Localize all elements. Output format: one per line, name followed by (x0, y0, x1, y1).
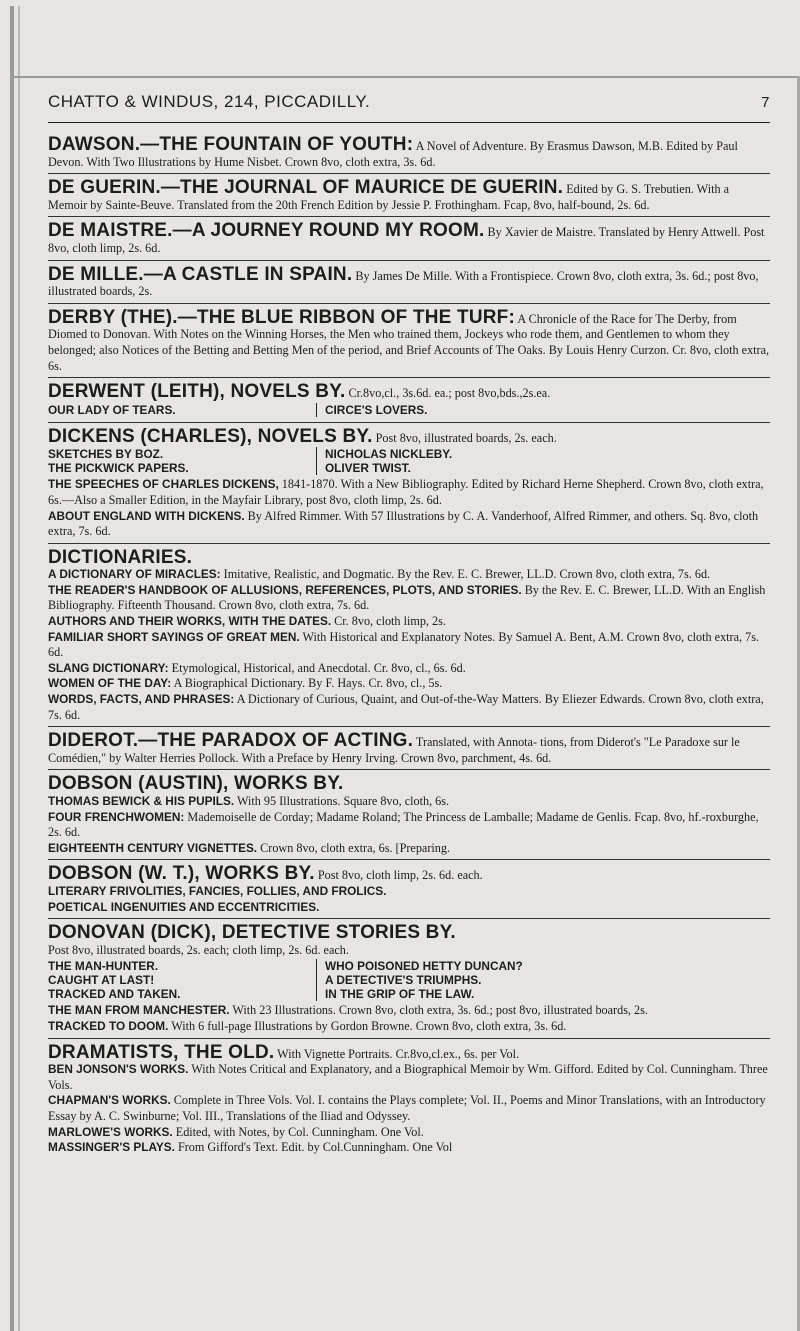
catalogue-entry (48, 177, 770, 217)
sub-entry-title: WOMEN OF THE DAY: (48, 676, 172, 691)
entry-headword: DICTIONARIES. (48, 546, 193, 568)
entry-paragraph (48, 922, 770, 944)
book-title: OUR LADY OF TEARS. (48, 402, 176, 417)
sub-entry-description: Cr. 8vo, cloth limp, 2s. (331, 614, 446, 629)
sub-entry (48, 1140, 770, 1156)
sub-entry (48, 841, 770, 857)
catalogue-entry (48, 730, 770, 770)
sub-entry (48, 614, 770, 630)
sub-entry-title: SLANG DICTIONARY: (48, 660, 169, 675)
catalogue-entry (48, 425, 770, 544)
entry-paragraph (48, 263, 770, 300)
entry-lead-text: Post 8vo, cloth limp, 2s. 6d. each. (314, 868, 483, 883)
book-title: CIRCE'S LOVERS. (325, 402, 428, 417)
sub-entry-title: FAMILIAR SHORT SAYINGS OF GREAT MEN. (48, 629, 300, 644)
entry-paragraph (48, 381, 770, 403)
sub-entry-description: With 23 Illustrations. Crown 8vo, cloth extra, 3s. 6d.; post 8vo, illustrated boards, 2s. (229, 1003, 648, 1018)
entry-lead-text: Post 8vo, illustrated boards, 2s. each. (372, 430, 557, 445)
book-title: CAUGHT AT LAST! (48, 973, 155, 988)
entry-paragraph (48, 220, 770, 256)
entry-paragraph (48, 1041, 770, 1063)
sub-entry-description: 1841-1870. With a New Bibliography. Edited by Richard Herne Shepherd. Crown 8vo, cloth extra, 6s.—Also a Smaller Edition, in the Mayfair Library, post 8vo, cloth limp, 2s. 6d. (48, 477, 764, 507)
sub-entry-title: ABOUT ENGLAND WITH DICKENS. (48, 508, 245, 523)
sub-entry-description: Etymological, Historical, and Anecdotal. Cr. 8vo, cl., 6s. 6d. (168, 660, 466, 675)
entry-lead-text: Edited (563, 182, 599, 197)
sub-entry-title: AUTHORS AND THEIR WORKS, WITH THE DATES. (48, 614, 332, 629)
running-head (48, 92, 770, 123)
title-column-right (317, 403, 427, 417)
sub-entry-description: With Notes Critical and Explanatory, and a Biographical Memoir by Wm. Gifford. Edited by Col. Cunningham. Three Vols. (48, 1062, 768, 1092)
sub-entry (48, 477, 770, 508)
entry-lead-text: A Novel of Adventure. (413, 139, 527, 153)
sub-entry-title: MASSINGER'S PLAYS. (48, 1140, 175, 1155)
title-column-right (317, 447, 452, 475)
catalogue-entry (48, 546, 770, 728)
entry-paragraph (48, 306, 770, 374)
entry-headword: DOBSON (AUSTIN), WORKS BY. (48, 773, 344, 795)
title-columns (48, 959, 770, 1001)
book-title: A DETECTIVE'S TRIUMPHS. (325, 973, 482, 988)
catalogue-entries (48, 134, 770, 1159)
entry-lead-text: By Xavier de (484, 225, 553, 240)
catalogue-entry (48, 381, 770, 423)
entry-headword: DERBY (THE).—THE BLUE RIBBON OF THE TURF: (48, 306, 516, 328)
sub-entry-description: With Historical and Explanatory Notes. By Samuel A. Bent, A.M. Crown 8vo, cloth extra, 7s. 6d. (48, 629, 759, 660)
book-title: NICHOLAS NICKLEBY. (325, 447, 453, 462)
book-title: SKETCHES BY BOZ. (48, 447, 164, 462)
entry-paragraph (48, 546, 770, 568)
sub-entry-description: A Dictionary of Curious, Quaint, and Out-of-the-Way Matters. By Eliezer Edwards. Crown 8vo, cloth extra, 7s. 6d. (48, 692, 764, 722)
catalogue-entry (48, 773, 770, 860)
entry-lead-text: Cr.8vo,cl., 3s.6d. ea.; post 8vo,bds.,2s.ea. (345, 386, 551, 401)
catalogue-page (48, 92, 770, 1165)
catalogue-entry (48, 263, 770, 304)
title-column-left (48, 959, 317, 1001)
sub-entry (48, 884, 770, 900)
entry-paragraph (48, 863, 770, 885)
entry-lead-text: A Chronicle (515, 311, 577, 326)
entry-headword: DERWENT (LEITH), NOVELS BY. (48, 381, 346, 403)
entry-description: Frontispiece. Crown 8vo, cloth extra, 3s. 6d.; post 8vo, illustrated boards, 2s. (48, 268, 759, 299)
sub-entry-title: WORDS, FACTS, AND PHRASES: (48, 692, 235, 707)
sub-entry (48, 1125, 770, 1141)
entry-paragraph (48, 177, 770, 213)
title-column-left (48, 403, 317, 417)
catalogue-entry (48, 306, 770, 378)
entry-paragraph (48, 134, 770, 170)
sub-entry-title: MARLOWE'S WORKS. (48, 1124, 173, 1139)
entry-headword: DAWSON.—THE FOUNTAIN OF YOUTH: (48, 134, 414, 155)
sub-entry-title: A DICTIONARY OF MIRACLES: (48, 567, 221, 582)
sub-entry (48, 692, 770, 723)
entry-headword: DICKENS (CHARLES), NOVELS BY. (48, 425, 373, 447)
entry-headword: DRAMATISTS, THE OLD. (48, 1041, 275, 1063)
title-columns (48, 403, 770, 417)
entry-description: By Erasmus Dawson, M.B. Edited by Paul Devon. With Two Illustrations by Hume Nisbet. Crown 8vo, cloth extra, 3s. 6d. (48, 139, 738, 169)
sub-entry (48, 1062, 770, 1093)
sub-entry-description: By the Rev. E. C. Brewer, LL.D. With an English Bibliography. Fifteenth Thousand. Crown 8vo, cloth extra, 7s. 6d. (48, 582, 766, 613)
sub-entry (48, 1093, 770, 1124)
sub-entry (48, 1003, 770, 1019)
catalogue-entry (48, 1041, 770, 1159)
entry-lead-text: Translated, with Annota- (413, 735, 538, 750)
entry-headword: DE GUERIN.—THE JOURNAL OF MAURICE DE GUERIN. (48, 177, 564, 199)
book-title: THE PICKWICK PAPERS. (48, 461, 189, 476)
entry-headword: DE MAISTRE.—A JOURNEY ROUND MY ROOM. (48, 220, 485, 242)
entry-paragraph (48, 425, 770, 447)
entry-lead-text: With Vignette Portraits. Cr.8vo,cl.ex., 6s. per Vol. (274, 1046, 520, 1061)
sub-entry-description: Complete in Three Vols. Vol. I. contains the Plays complete; Vol. II., Poems and Minor Translations, with an Introductory Essay by A. C. Swinburne; Vol. III., Translations of the Iliad and Odyssey. (48, 1093, 766, 1123)
catalogue-entry (48, 922, 770, 1038)
sub-entry-title: THE MAN FROM MANCHESTER. (48, 1003, 230, 1018)
catalogue-entry (48, 134, 770, 174)
entry-headword: DOBSON (W. T.), WORKS BY. (48, 863, 315, 885)
catalogue-entry (48, 220, 770, 260)
title-column-left (48, 447, 317, 475)
entry-lead-text: By James De Mille. With a (352, 268, 488, 283)
book-title: IN THE GRIP OF THE LAW. (325, 987, 475, 1002)
sub-entry (48, 900, 770, 916)
entry-note: Post 8vo, illustrated boards, 2s. each; cloth limp, 2s. 6d. each. (48, 942, 349, 957)
book-title: WHO POISONED HETTY DUNCAN? (325, 959, 523, 974)
sub-entry-title: LITERARY FRIVOLITIES, FANCIES, FOLLIES, AND FROLICS. (48, 883, 387, 898)
sub-entry-title: TRACKED TO DOOM. (48, 1018, 169, 1033)
page-edge-top (10, 76, 800, 78)
sub-entry (48, 661, 770, 677)
sub-entry (48, 1019, 770, 1035)
sub-entry-description: By Alfred Rimmer. With 57 Illustrations by C. A. Vanderhoof, Alfred Rimmer, and others. Sq. 8vo, cloth extra, 7s. 6d. (48, 508, 759, 539)
entry-description: tions, from Diderot's "Le Paradoxe sur le Comédien," by Walter Herries Pollock. With a Preface by Henry Irving. Crown 8vo, parchment, 4s. 6d. (48, 735, 740, 765)
book-title: OLIVER TWIST. (325, 461, 411, 476)
entry-headword: DIDEROT.—THE PARADOX OF ACTING. (48, 730, 414, 752)
entry-paragraph (48, 773, 770, 795)
entry-description: of the Race for The Derby, from Diomed to Donovan. With Notes on the Winning Horses, the Men who trained them, Jockeys who rode them, and Gentlemen to whom they belonged; also Notices of the Betting and Betting Men of the period, and Brief Accounts of The Oaks. By Louis Henry Curzon. Cr. 8vo, cloth extra, 6s. (48, 311, 770, 373)
publisher-heading: CHATTO & WINDUS, 214, PICCADILLY. (48, 92, 371, 111)
sub-entry-title: BEN JONSON'S WORKS. (48, 1062, 189, 1077)
sub-entry-description: From Gifford's Text. Edit. by Col.Cunningham. One Vol (174, 1140, 453, 1155)
sub-entry-description: With 95 Illustrations. Square 8vo, cloth, 6s. (234, 794, 450, 808)
title-column-right (317, 959, 523, 1001)
sub-entry-title: THE SPEECHES OF CHARLES DICKENS, (48, 477, 279, 492)
sub-entry (48, 810, 770, 841)
page-number: 7 (761, 94, 770, 111)
sub-entry (48, 630, 770, 661)
sub-entry-description: Edited, with Notes, by Col. Cunningham. One Vol. (172, 1124, 424, 1139)
sub-entry (48, 583, 770, 614)
page-edge-inner (18, 6, 20, 1331)
entry-headword: DE MILLE.—A CASTLE IN SPAIN. (48, 263, 353, 285)
sub-entry-description: Mademoiselle de Corday; Madame Roland; The Princess de Lamballe; Madame de Genlis. Fcap. 8vo, hf.-roxburghe, 2s. 6d. (48, 809, 759, 840)
sub-entry-title: EIGHTEENTH CENTURY VIGNETTES. (48, 840, 258, 855)
entry-headword: DONOVAN (DICK), DETECTIVE STORIES BY. (48, 922, 456, 944)
sub-entry (48, 794, 770, 810)
catalogue-entry (48, 863, 770, 919)
book-title: THE MAN-HUNTER. (48, 959, 159, 974)
entry-description: by G. S. Trebutien. With a Memoir by Sainte-Beuve. Translated from the 20th French Edition by Jessie P. Frothingham. Fcap, 8vo, half-bound, 2s. 6d. (48, 182, 730, 212)
sub-entry-title: THOMAS BEWICK & HIS PUPILS. (48, 794, 235, 808)
title-columns (48, 447, 770, 475)
sub-entry-title: FOUR FRENCHWOMEN: (48, 809, 185, 824)
entry-paragraph (48, 730, 770, 766)
sub-entry-title: CHAPMAN'S WORKS. (48, 1093, 171, 1108)
sub-entry-description: Imitative, Realistic, and Dogmatic. By the Rev. E. C. Brewer, LL.D. Crown 8vo, cloth extra, 7s. 6d. (220, 567, 711, 582)
sub-entry-description: With 6 full-page Illustrations by Gordon Browne. Crown 8vo, cloth extra, 3s. 6d. (168, 1018, 567, 1033)
entry-description: Maistre. Translated by Henry Attwell. Post 8vo, cloth limp, 2s. 6d. (48, 225, 765, 255)
sub-entry (48, 567, 770, 583)
sub-entry-description: A Biographical Dictionary. By F. Hays. Cr. 8vo, cl., 5s. (171, 676, 443, 691)
sub-entry (48, 676, 770, 692)
page-edge-left (10, 6, 14, 1331)
sub-entry (48, 509, 770, 540)
book-title: TRACKED AND TAKEN. (48, 987, 181, 1002)
sub-entry-title: THE READER'S HANDBOOK OF ALLUSIONS, REFERENCES, PLOTS, AND STORIES. (48, 582, 522, 597)
sub-entry-title: POETICAL INGENUITIES AND ECCENTRICITIES. (48, 899, 320, 914)
sub-entry-description: Crown 8vo, cloth extra, 6s. [Preparing. (257, 840, 451, 855)
